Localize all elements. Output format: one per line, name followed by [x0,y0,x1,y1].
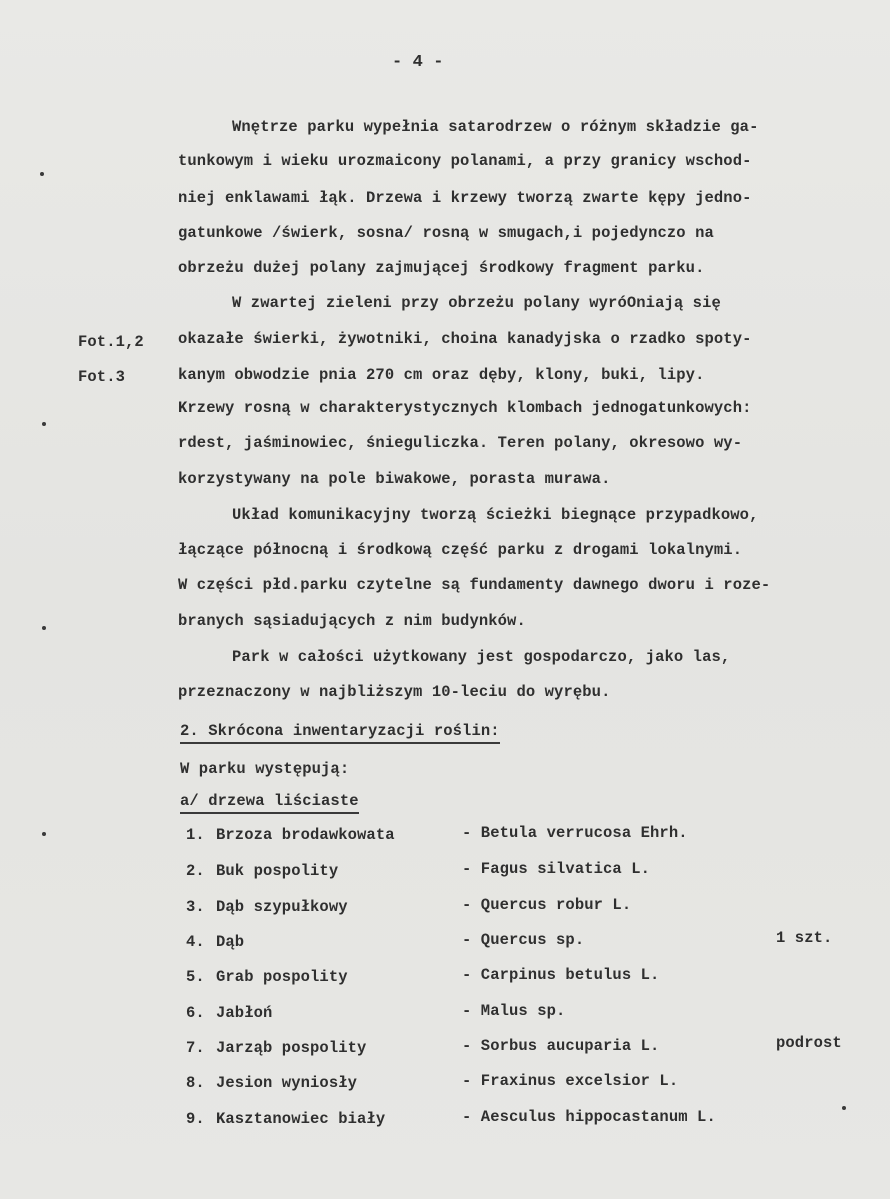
text-line: Park w całości użytkowany jest gospodarczo, jako las, [232,648,731,666]
text-line: okazałe świerki, żywotniki, choina kanadyjska o rzadko spoty- [178,330,752,348]
species-number: 1. [186,826,205,844]
species-name: Grab pospolity [216,968,348,986]
species-note: 1 szt. [776,929,833,947]
species-number: 7. [186,1039,205,1057]
margin-note-fot-1-2: Fot.1,2 [78,333,144,351]
species-number: 2. [186,862,205,880]
text-line: Krzewy rosną w charakterystycznych klombach jednogatunkowych: [178,399,752,417]
text-line: Wnętrze parku wypełnia satarodrzew o różnym składzie ga- [232,118,759,136]
scan-speck [42,422,46,426]
text-line: korzystywany na pole biwakowe, porasta murawa. [178,470,611,488]
species-number: 8. [186,1074,205,1092]
text-line: tunkowym i wieku urozmaicony polanami, a przy granicy wschod- [178,152,752,170]
species-number: 6. [186,1004,205,1022]
species-latin: - Quercus robur L. [462,896,632,914]
species-name: Kasztanowiec biały [216,1110,386,1128]
text-line: rdest, jaśminowiec, śnieguliczka. Teren polany, okresowo wy- [178,434,743,452]
species-latin: - Fraxinus excelsior L. [462,1072,679,1090]
text-line: przeznaczony w najbliższym 10-leciu do wyrębu. [178,683,611,701]
species-name: Jabłoń [216,1004,273,1022]
species-number: 3. [186,898,205,916]
species-latin: - Malus sp. [462,1002,566,1020]
page-number: - 4 - [392,53,444,72]
species-latin: - Sorbus aucuparia L. [462,1037,660,1055]
species-latin: - Aesculus hippocastanum L. [462,1108,716,1126]
scan-speck [842,1106,846,1110]
text-line: W części płd.parku czytelne są fundamenty dawnego dworu i roze- [178,576,771,594]
text-line: kanym obwodzie pnia 270 cm oraz dęby, klony, buki, lipy. [178,366,705,384]
text-line: obrzeżu dużej polany zajmującej środkowy fragment parku. [178,259,705,277]
text-line: gatunkowe /świerk, sosna/ rosną w smugach,i pojedynczo na [178,224,714,242]
subheading: a/ drzewa liściaste [180,792,359,814]
species-name: Jesion wyniosły [216,1074,358,1092]
text-line: W zwartej zieleni przy obrzeżu polany wyróOniają się [232,294,721,312]
intro-text: W parku występują: [180,760,350,778]
species-number: 5. [186,968,205,986]
text-line: łączące północną i środkową część parku z drogami lokalnymi. [178,541,743,559]
section-heading: 2. Skrócona inwentaryzacji roślin: [180,722,500,744]
species-name: Jarząb pospolity [216,1039,367,1057]
text-line: branych sąsiadujących z nim budynków. [178,612,526,630]
text-line: Układ komunikacyjny tworzą ścieżki biegnące przypadkowo, [232,506,759,524]
species-latin: - Betula verrucosa Ehrh. [462,824,688,842]
species-name: Dąb [216,933,245,951]
scan-speck [40,172,44,176]
species-number: 4. [186,933,205,951]
margin-note-fot-3: Fot.3 [78,368,126,386]
text-line: niej enklawami łąk. Drzewa i krzewy tworzą zwarte kępy jedno- [178,189,752,207]
scan-speck [42,626,46,630]
scan-speck [42,832,46,836]
species-number: 9. [186,1110,205,1128]
species-latin: - Carpinus betulus L. [462,966,660,984]
species-name: Brzoza brodawkowata [216,826,395,844]
species-latin: - Quercus sp. [462,931,585,949]
species-note: podrost [776,1034,842,1052]
species-name: Dąb szypułkowy [216,898,348,916]
species-name: Buk pospolity [216,862,339,880]
species-latin: - Fagus silvatica L. [462,860,651,878]
